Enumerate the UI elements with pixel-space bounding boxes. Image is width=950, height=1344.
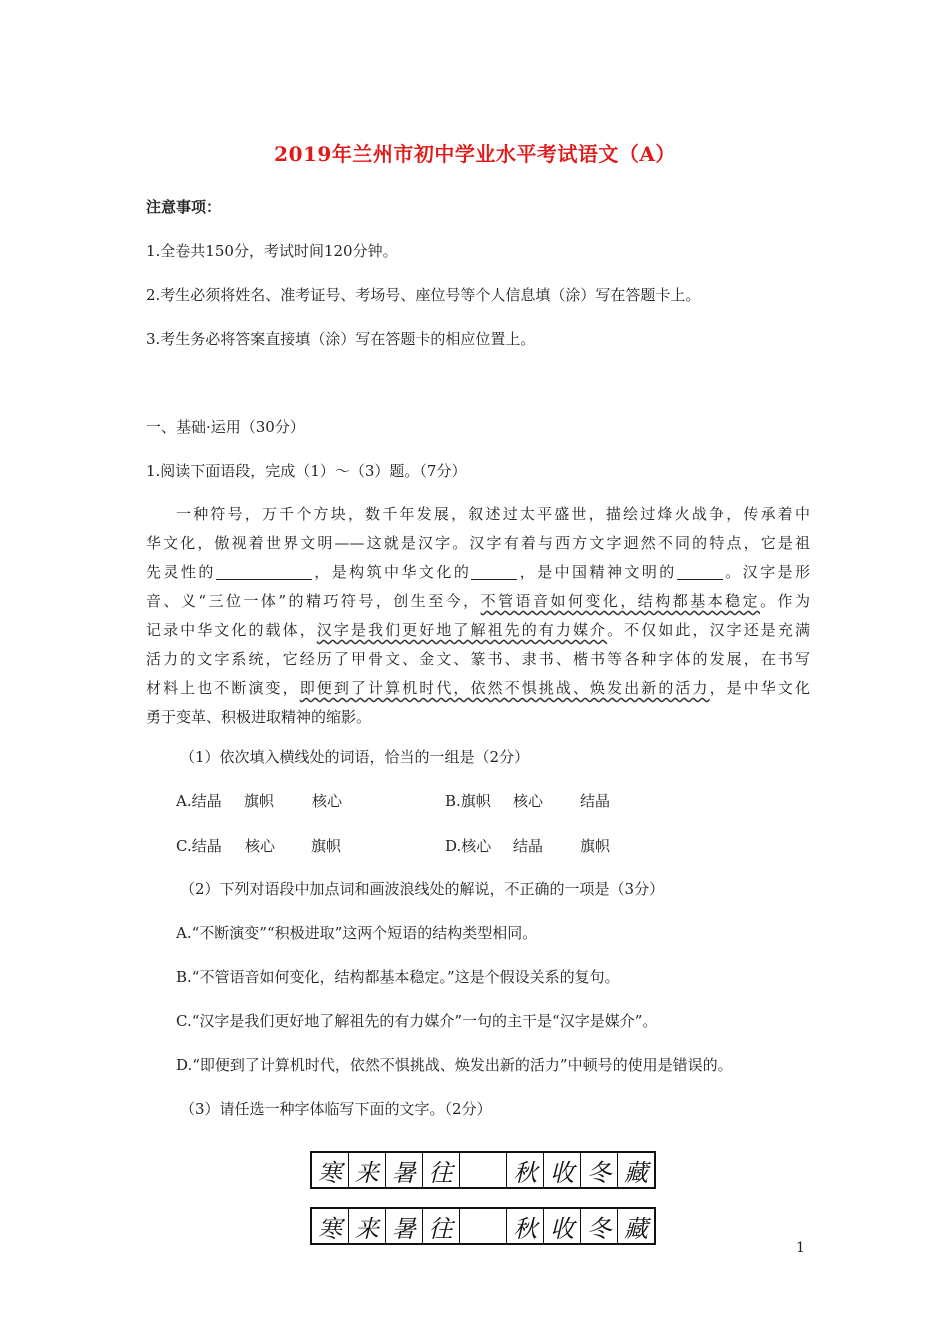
calligraphy-char: 往: [423, 1209, 460, 1243]
calligraphy-char: 来: [349, 1153, 386, 1187]
notice-heading: 注意事项：: [146, 198, 222, 216]
reading-passage: [146, 500, 810, 732]
passage-text: ，是中国精神文明的: [517, 563, 677, 581]
passage-line: [146, 674, 810, 703]
calligraphy-char: 往: [423, 1153, 460, 1187]
passage-line: 活力的文字系统，它经历了甲骨文、金文、篆书、隶书、楷书等各种字体的发展，在书写: [146, 650, 810, 668]
calligraphy-sample-row: [310, 1207, 656, 1245]
option-word: 核心: [245, 837, 276, 855]
calligraphy-sample-row: [310, 1151, 656, 1189]
calligraphy-char: 寒: [312, 1209, 349, 1243]
wavy-underlined-text: 汉字是我们更好地了解祖先的有力媒介: [316, 621, 608, 639]
calligraphy-char: 寒: [312, 1153, 349, 1187]
option-b: [445, 791, 610, 811]
calligraphy-char: 收: [544, 1209, 581, 1243]
option-b: B.“不管语音如何变化，结构都基本稳定。”这是个假设关系的复句。: [176, 968, 620, 986]
passage-text: 。不仅如此，汉字还是充满: [607, 621, 810, 639]
calligraphy-char: 秋: [507, 1153, 544, 1187]
option-word: C.结晶: [176, 837, 222, 855]
page-number: 1: [796, 1240, 805, 1256]
fill-blank-2: [471, 563, 517, 580]
option-word: D.核心: [445, 837, 492, 855]
exam-title: 2019年兰州市初中学业水平考试语文（A）: [274, 142, 676, 166]
option-word: 核心: [312, 792, 343, 810]
option-c: C.“汉字是我们更好地了解祖先的有力媒介”一句的主干是“汉字是媒介”。: [176, 1012, 658, 1030]
option-word: 结晶: [580, 792, 611, 810]
question-1-prompt: 1.阅读下面语段，完成（1）～（3）题。（7分）: [146, 462, 467, 480]
passage-text: 音、义“三位一体”的精巧符号，创生至今，: [146, 592, 481, 610]
passage-text: 。汉字是形: [722, 563, 810, 581]
passage-line: [146, 558, 810, 587]
passage-text: 材料上也不断演变，: [146, 679, 300, 697]
option-a: [176, 791, 342, 811]
calligraphy-char: 藏: [623, 1214, 648, 1243]
calligraphy-char: 来: [349, 1209, 386, 1243]
calligraphy-char: 冬: [581, 1209, 618, 1243]
passage-text: ，是中华文化: [709, 679, 810, 697]
calligraphy-char: 秋: [507, 1209, 544, 1243]
option-d: D.“即便到了计算机时代，依然不惧挑战、焕发出新的活力”中顿号的使用是错误的。: [176, 1056, 733, 1074]
passage-text: 记录中华文化的载体，: [146, 621, 317, 639]
section-heading: 一、基础·运用（30分）: [146, 418, 305, 436]
calligraphy-char: 藏: [623, 1158, 648, 1187]
option-word: 旗帜: [580, 837, 611, 855]
wavy-underlined-text: 即便到了计算机时代，依然不惧挑战、焕发出新的活力: [299, 679, 710, 697]
calligraphy-char: 暑: [386, 1153, 423, 1187]
subquestion-3-prompt: （3）请任选一种字体临写下面的文字。（2分）: [180, 1100, 492, 1118]
fill-blank-1: [216, 563, 312, 580]
passage-line: [146, 587, 810, 616]
option-c: [176, 836, 341, 856]
passage-text: 先灵性的: [146, 563, 216, 581]
passage-line: 一种符号，万千个方块，数千年发展，叙述过太平盛世，描绘过烽火战争，传承着中: [176, 505, 810, 523]
option-word: 核心: [513, 792, 544, 810]
passage-line: [146, 616, 810, 645]
calligraphy-char: 暑: [386, 1209, 423, 1243]
passage-text: 。作为: [760, 592, 810, 610]
passage-line: 勇于变革、积极进取精神的缩影。: [146, 708, 372, 726]
fill-blank-3: [677, 563, 723, 580]
option-word: 结晶: [513, 837, 544, 855]
option-word: B.旗帜: [445, 792, 491, 810]
notice-item: 2.考生必须将姓名、准考证号、考场号、座位号等个人信息填（涂）写在答题卡上。: [146, 286, 701, 304]
option-word: A.结晶: [176, 792, 222, 810]
passage-line: 华文化，傲视着世界文明——这就是汉字。汉字有着与西方文字迥然不同的特点，它是祖: [146, 534, 810, 552]
calligraphy-char: 冬: [581, 1153, 618, 1187]
subquestion-1-prompt: （1）依次填入横线处的词语，恰当的一组是（2分）: [180, 748, 530, 766]
passage-text: ，是构筑中华文化的: [311, 563, 472, 581]
option-a: A.“不断演变”“积极进取”这两个短语的结构类型相同。: [176, 924, 538, 942]
calligraphy-gap: [460, 1153, 508, 1187]
option-word: 旗帜: [311, 837, 342, 855]
calligraphy-gap: [460, 1209, 508, 1243]
calligraphy-char: 收: [544, 1153, 581, 1187]
option-word: 旗帜: [244, 792, 275, 810]
notice-item: 3.考生务必将答案直接填（涂）写在答题卡的相应位置上。: [146, 330, 536, 348]
option-d: [445, 836, 610, 856]
wavy-underlined-text: 不管语音如何变化，结构都基本稳定: [480, 592, 761, 610]
notice-item: 1.全卷共150分，考试时间120分钟。: [146, 242, 398, 260]
subquestion-2-prompt: （2）下列对语段中加点词和画波浪线处的解说，不正确的一项是（3分）: [180, 880, 665, 898]
